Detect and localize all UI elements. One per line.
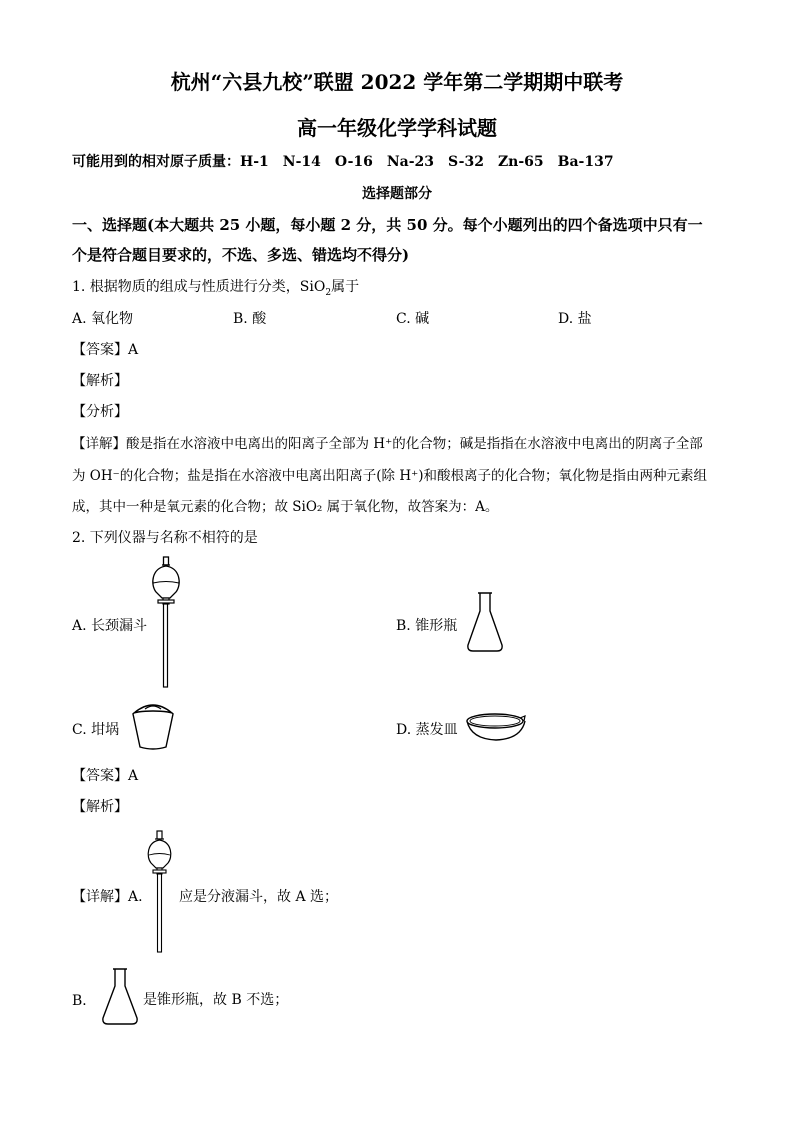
instructions-line-1: 一、选择题(本大题共 25 小题，每小题 2 分，共 50 分。每个小题列出的四个备选项中只有一 [72,216,703,234]
q1-analysis-tag: 【解析】 [72,373,128,389]
evaporating-dish-icon [465,711,527,743]
crucible-icon [130,699,176,751]
conical-flask-small-icon [100,967,140,1027]
q2-detail-a-text: 应是分液漏斗，故 A 选； [179,889,339,905]
q1-option-a: A. 氧化物 [72,311,134,327]
q2-detail-b-prefix: B． [72,993,97,1009]
q1-detail-line-2: 为 OH⁻的化合物；盐是指在水溶液中电离出阳离子(除 H⁺)和酸根离子的化合物；氧化物是指由两种元素组 [72,468,707,484]
q1-answer: 【答案】A [72,342,139,358]
q1-option-b: B. 酸 [233,311,267,327]
q2-option-c: C. 坩埚 [72,722,120,738]
q2-detail-b-text: 是锥形瓶，故 B 不选； [143,992,289,1008]
q2-option-a: A. 长颈漏斗 [72,618,148,634]
atomic-masses: 可能用到的相对原子质量：H-1 N-14 O-16 Na-23 S-32 Zn-65 Ba-137 [72,154,614,170]
q2-answer: 【答案】A [72,768,139,784]
q1-detail-line-3: 成，其中一种是氧元素的化合物；故 SiO₂ 属于氧化物，故答案为：A。 [72,499,499,515]
conical-flask-icon [465,591,505,653]
q1-stem: 1. 根据物质的组成与性质进行分类，SiO$_2$属于 [72,279,360,298]
separatory-funnel-icon [148,556,188,691]
q2-analysis-tag: 【解析】 [72,799,128,815]
q2-detail-a-prefix: 【详解】A. [72,889,143,905]
section-title: 选择题部分 [362,186,432,202]
q1-detail-line-1: 【详解】酸是指在水溶液中电离出的阳离子全部为 H⁺的化合物；碱是指指在水溶液中电离出的阴离子全部 [72,436,703,452]
instructions-line-2: 个是符合题目要求的，不选、多选、错选均不得分) [72,246,410,264]
separatory-funnel-small-icon [144,830,176,955]
q1-option-d: D. 盐 [558,311,592,327]
q1-fenxi-tag: 【分析】 [72,404,128,420]
q2-stem: 2. 下列仪器与名称不相符的是 [72,530,258,546]
q2-option-d: D. 蒸发皿 [396,722,458,738]
exam-title: 杭州“六县九校”联盟 2022 学年第二学期期中联考 [170,70,624,94]
exam-subtitle: 高一年级化学学科试题 [297,116,497,140]
q1-option-c: C. 碱 [396,311,430,327]
q2-option-b: B. 锥形瓶 [396,618,458,634]
